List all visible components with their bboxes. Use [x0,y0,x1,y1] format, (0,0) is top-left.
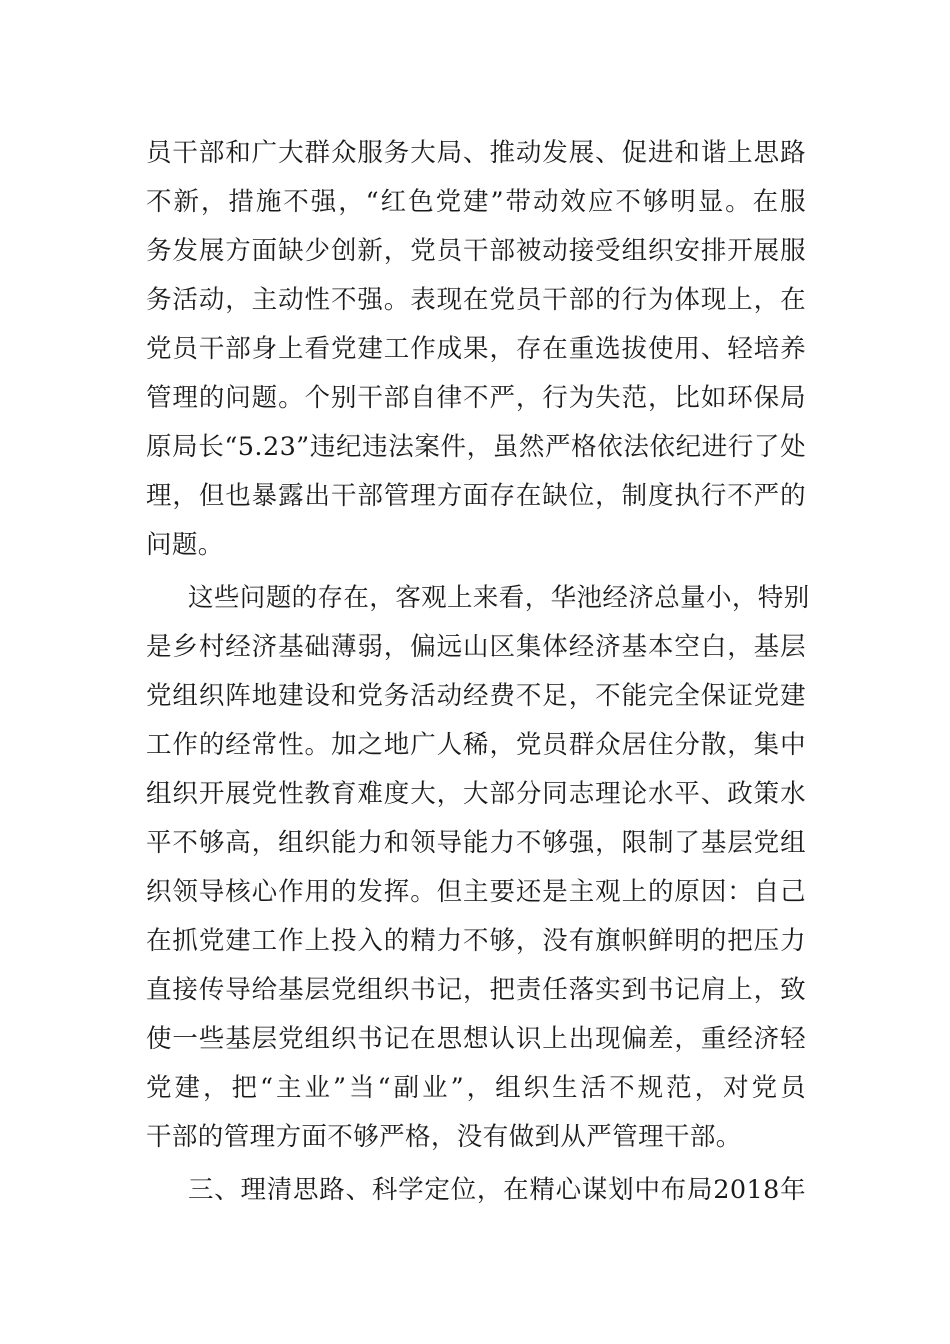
paragraph-2-line-3: 党组织阵地建设和党务活动经费不足，不能完全保证党建 [146,681,806,711]
paragraph-2-line-11: 党建，把“主业”当“副业”，组织生活不规范，对党员 [146,1073,806,1103]
text-line-2: 不新，措施不强，“红色党建”带动效应不够明显。在服 [146,187,806,217]
text-line-5: 党员干部身上看党建工作成果，存在重选拔使用、轻培养 [146,334,806,364]
paragraph-2-line-4: 工作的经常性。加之地广人稀，党员群众居住分散，集中 [146,730,806,760]
section-three-heading: 三、理清思路、科学定位，在精心谋划中布局2018年 [188,1175,806,1205]
paragraph-2-line-8: 在抓党建工作上投入的精力不够，没有旗帜鲜明的把压力 [146,926,806,956]
text-line-9: 问题。 [146,530,224,560]
text-line-1: 员干部和广大群众服务大局、推动发展、促进和谐上思路 [146,138,806,168]
paragraph-2-line-6: 平不够高，组织能力和领导能力不够强，限制了基层党组 [146,828,806,858]
paragraph-2-line-1: 这些问题的存在，客观上来看，华池经济总量小，特别 [188,583,810,613]
paragraph-2-line-5: 组织开展党性教育难度大，大部分同志理论水平、政策水 [146,779,806,809]
paragraph-2-line-7: 织领导核心作用的发挥。但主要还是主观上的原因：自己 [146,877,806,907]
text-line-4: 务活动，主动性不强。表现在党员干部的行为体现上，在 [146,285,806,315]
text-line-7: 原局长“5.23”违纪违法案件，虽然严格依法依纪进行了处 [146,432,806,462]
paragraph-2-line-9: 直接传导给基层党组织书记，把责任落实到书记肩上，致 [146,975,806,1005]
text-line-3: 务发展方面缺少创新，党员干部被动接受组织安排开展服 [146,236,806,266]
text-line-6: 管理的问题。个别干部自律不严，行为失范，比如环保局 [146,383,806,413]
paragraph-2-line-2: 是乡村经济基础薄弱，偏远山区集体经济基本空白，基层 [146,632,806,662]
text-line-8: 理，但也暴露出干部管理方面存在缺位，制度执行不严的 [146,481,806,511]
paragraph-2-line-10: 使一些基层党组织书记在思想认识上出现偏差，重经济轻 [146,1024,806,1054]
paragraph-2-line-12: 干部的管理方面不够严格，没有做到从严管理干部。 [146,1122,742,1152]
